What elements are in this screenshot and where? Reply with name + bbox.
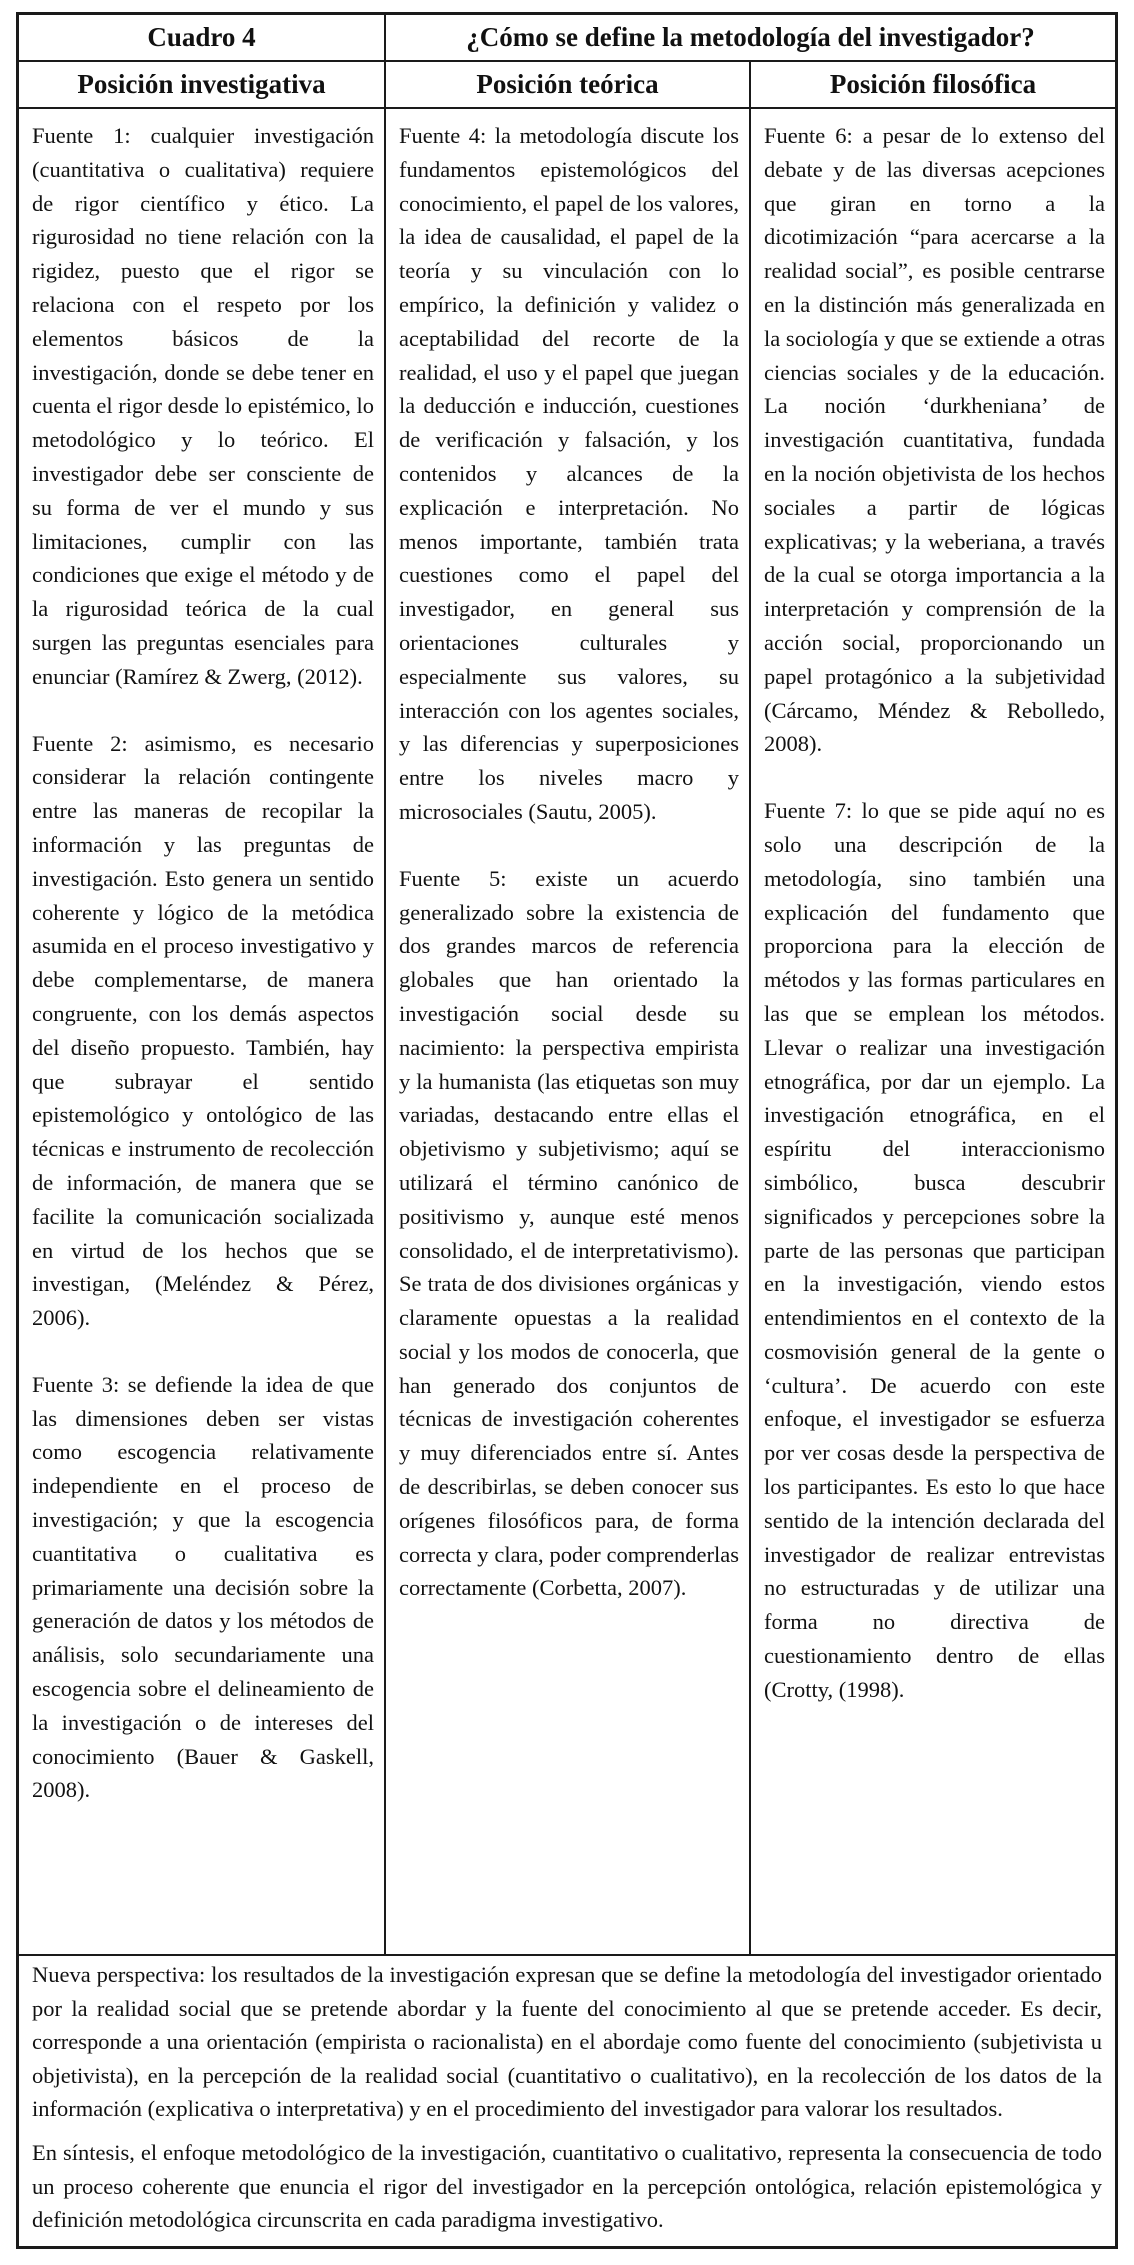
column-teorica-body: [385, 108, 750, 1955]
column-filosofica-body: [750, 108, 1115, 1955]
source-paragraph: Fuente 2: asimismo, es necesario considerar la relación contingente entre las maneras de recopilar la información y las preguntas de investigación. Esto genera un sentido coherente y lógico de la metódica asumida en el proceso investigativo y debe complementarse, de manera congruente, con los demás aspectos del diseño propuesto. También, hay que subrayar el sentido epistemológico y ontológico de las técnicas e instrumento de recolección de información, de manera que se facilite la comunicación socializada en virtud de los hechos que se investigan, (Meléndez & Pérez, 2006).: [32, 730, 374, 1331]
column-heading-filosofica: Posición filosófica: [750, 61, 1115, 108]
sources-row: [19, 108, 1115, 1955]
column-investigativa-body: [19, 108, 385, 1955]
comparison-table: [19, 15, 1115, 1956]
conclusion-paragraph: En síntesis, el enfoque metodológico de la investigación, cuantitativo o cualitativo, representa la consecuencia de todo un proceso coherente que enuncia el rigor del investigador en la percepción ontológica, relación epistemológica y definición metodológica circunscrita en cada paradigma investigativo.: [32, 2139, 1102, 2233]
source-paragraph: Fuente 6: a pesar de lo extenso del debate y de las diversas acepciones que giran en torno a la dicotimización “para acercarse a la realidad social”, es posible centrarse en la distinción más generalizada en la sociología y que se extiende a otras ciencias sociales y de la educación. La noción ‘durkheniana’ de investigación cuantitativa, fundada en la noción objetivista de los hechos sociales a partir de lógicas explicativas; y la weberiana, a través de la cual se otorga importancia a la interpretación y comprensión de la acción social, proporcionando un papel protagónico a la subjetividad (Cárcamo, Méndez & Rebolledo, 2008).: [764, 123, 1105, 757]
column-heading-teorica: Posición teórica: [385, 61, 750, 108]
source-paragraph: Fuente 4: la metodología discute los fundamentos epistemológicos del conocimiento, el papel de los valores, la idea de causalidad, el papel de la teoría y su vinculación con lo empírico, la definición y validez o aceptabilidad del recorte de la realidad, el uso y el papel que juegan la deducción e inducción, cuestiones de verificación y falsación, y los contenidos y alcances de la explicación e interpretación. No menos importante, también trata cuestiones como el papel del investigador, en general sus orientaciones culturales y especialmente sus valores, su interacción con los agentes sociales, y las diferencias y superposiciones entre los niveles macro y microsociales (Sautu, 2005).: [399, 123, 739, 824]
source-paragraph: Fuente 5: existe un acuerdo generalizado sobre la existencia de dos grandes marcos de referencia globales que han orientado la investigación social desde su nacimiento: la perspectiva empirista y la humanista (las etiquetas son muy variadas, destacando entre ellas el objetivismo y subjetivismo; aquí se utilizará el término canónico de positivismo y, aunque esté menos consolidado, el de interpretativismo). Se trata de dos divisiones orgánicas y claramente opuestas a la realidad social y los modos de conocerla, que han generado dos conjuntos de técnicas de investigación coherentes y muy diferenciados entre sí. Antes de describirlas, se deben conocer sus orígenes filosóficos para, de forma correcta y clara, poder comprenderlas correctamente (Corbetta, 2007).: [399, 865, 739, 1601]
source-paragraph: Fuente 7: lo que se pide aquí no es solo una descripción de la metodología, sino también una explicación del fundamento que proporciona para la elección de métodos y las formas particulares en las que se emplean los métodos. Llevar o realizar una investigación etnográfica, por dar un ejemplo. La investigación etnográfica, en el espíritu del interaccionismo simbólico, busca descubrir significados y percepciones sobre la parte de las personas que participan en la investigación, viendo estos entendimientos en el contexto de la cosmovisión general de la gente o ‘cultura’. De acuerdo con este enfoque, el investigador se esfuerza por ver cosas desde la perspectiva de los participantes. Es esto lo que hace sentido de la intención declarada del investigador de realizar entrevistas no estructuradas y de utilizar una forma no directiva de cuestionamiento dentro de ellas (Crotty, (1998).: [764, 798, 1105, 1702]
table-title: Cuadro 4: [19, 15, 385, 61]
conclusion-paragraph: Nueva perspectiva: los resultados de la investigación expresan que se define la metodología del investigador orientado por la realidad social que se pretende abordar y la fuente del conocimiento al que se pretende acceder. Es decir, corresponde a una orientación (empirista o racionalista) en el abordaje como fuente del conocimiento (subjetivista u objetivista), en la percepción de la realidad social (cuantitativo o cualitativo), en la recolección de los datos de la información (explicativa o interpretativa) y en el procedimiento del investigador para valorar los resultados.: [32, 1962, 1102, 2122]
table-question: ¿Cómo se define la metodología del investigador?: [385, 15, 1115, 61]
table-frame: [16, 12, 1118, 2249]
source-paragraph: Fuente 1: cualquier investigación (cuantitativa o cualitativa) requiere de rigor científico y ético. La rigurosidad no tiene relación con la rigidez, puesto que el rigor se relaciona con el respeto por los elementos básicos de la investigación, donde se debe tener en cuenta el rigor desde lo epistémico, lo metodológico y lo teórico. El investigador debe ser consciente de su forma de ver el mundo y sus limitaciones, cumplir con las condiciones que exige el método y de la rigurosidad teórica de la cual surgen las preguntas esenciales para enunciar (Ramírez & Zwerg, (2012).: [32, 123, 374, 689]
column-heading-investigativa: Posición investigativa: [19, 61, 385, 108]
source-paragraph: Fuente 3: se defiende la idea de que las dimensiones deben ser vistas como escogencia relativamente independiente en el proceso de investigación; y que la escogencia cuantitativa o cualitativa es primariamente una decisión sobre la generación de datos y los métodos de análisis, solo secundariamente una escogencia sobre el delineamiento de la investigación o de intereses del conocimiento (Bauer & Gaskell, 2008).: [32, 1371, 374, 1803]
conclusion-section: [19, 1944, 1115, 2247]
column-heading-row: [19, 61, 1115, 108]
title-row: [19, 15, 1115, 61]
